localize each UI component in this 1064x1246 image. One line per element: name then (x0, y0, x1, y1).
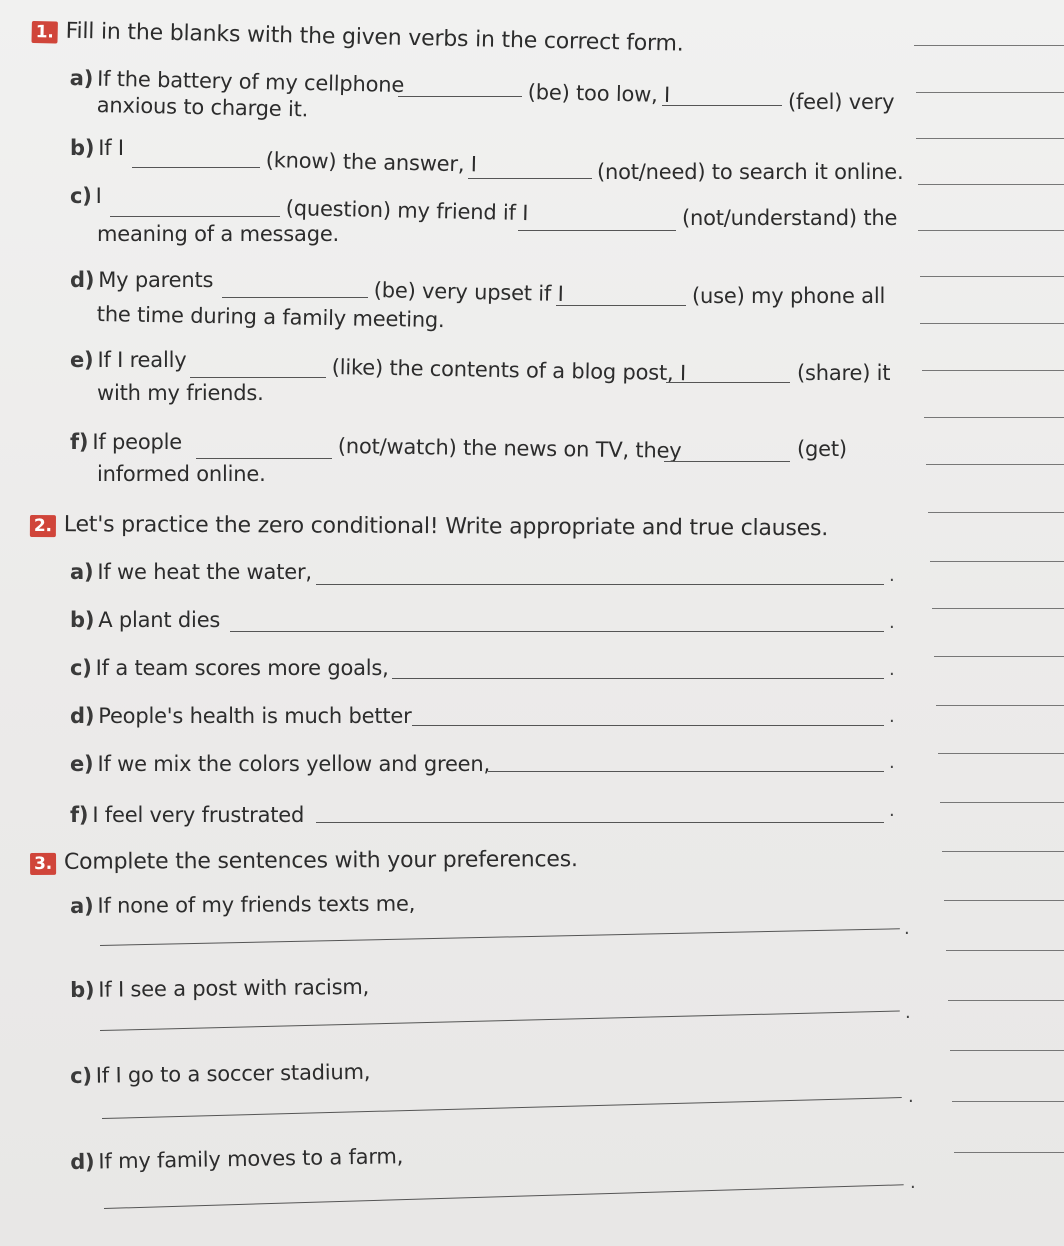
answer-blank-1a-1[interactable] (398, 96, 522, 97)
item-2d (70, 704, 412, 728)
item-text: If I go to a soccer stadium, (95, 1059, 371, 1088)
item-label: c) (70, 1063, 92, 1088)
section-2-number: 2. (30, 515, 56, 537)
margin-line[interactable] (918, 230, 1064, 231)
item-label: a) (69, 66, 94, 91)
answer-blank-1e-1[interactable] (190, 377, 326, 378)
item-text: I feel very frustrated (92, 803, 305, 827)
end-mark: . (889, 752, 895, 773)
item-text: anxious to charge it. (96, 93, 309, 122)
item-text: If the battery of my cellphone (96, 66, 405, 97)
item-2a (70, 560, 312, 584)
item-text: People's health is much better (98, 704, 412, 728)
answer-line-2a[interactable] (316, 584, 884, 585)
end-mark: . (905, 1002, 911, 1023)
end-mark: . (910, 1172, 916, 1193)
item-label: c) (70, 184, 92, 208)
item-3c (70, 1060, 370, 1088)
item-label: d) (70, 268, 95, 292)
item-label: e) (70, 752, 94, 776)
section-1-heading (31, 18, 683, 57)
item-text: If a team scores more goals, (95, 656, 389, 680)
item-label: c) (70, 656, 92, 680)
item-text: If I really (97, 348, 187, 372)
item-text: If we mix the colors yellow and green, (97, 752, 490, 776)
item-1f (70, 430, 182, 454)
answer-line-2b[interactable] (230, 631, 884, 632)
margin-line[interactable] (930, 561, 1064, 562)
item-1d (70, 268, 213, 292)
item-label: d) (70, 1149, 95, 1174)
answer-line-2f[interactable] (316, 822, 884, 823)
margin-line[interactable] (942, 851, 1064, 852)
margin-line[interactable] (918, 184, 1064, 185)
margin-line[interactable] (928, 512, 1064, 513)
end-mark: . (889, 565, 895, 586)
item-1e (70, 348, 186, 372)
item-text: My parents (98, 268, 214, 292)
item-label: f) (70, 430, 89, 454)
answer-line-2e[interactable] (488, 771, 884, 772)
margin-line[interactable] (924, 417, 1064, 418)
item-text: (use) my phone all (692, 284, 886, 308)
margin-line[interactable] (950, 1050, 1064, 1051)
answer-blank-1b-2[interactable] (468, 178, 592, 179)
end-mark: . (908, 1086, 914, 1107)
margin-line[interactable] (952, 1101, 1064, 1102)
item-text: If my family moves to a farm, (98, 1144, 404, 1174)
item-text: (feel) very (788, 90, 895, 114)
item-3d (70, 1144, 403, 1174)
item-label: d) (70, 704, 95, 728)
answer-blank-1b-1[interactable] (132, 167, 260, 168)
margin-line[interactable] (920, 276, 1064, 277)
item-label: a) (70, 893, 94, 918)
item-2e (70, 752, 490, 776)
item-text: the time during a family meeting. (96, 302, 445, 333)
item-1a (69, 66, 404, 97)
margin-line[interactable] (926, 464, 1064, 465)
item-text: (question) my friend if I (285, 196, 529, 226)
item-label: e) (70, 348, 94, 372)
margin-line[interactable] (914, 45, 1064, 46)
item-text: (not/need) to search it online. (597, 160, 904, 184)
answer-blank-1e-2[interactable] (666, 382, 790, 383)
answer-blank-1c-2[interactable] (518, 230, 676, 231)
item-text: If people (92, 430, 182, 454)
margin-line[interactable] (916, 92, 1064, 93)
section-3-title: Complete the sentences with your preferences. (63, 847, 578, 875)
item-label: b) (70, 977, 95, 1002)
margin-line[interactable] (944, 900, 1064, 901)
item-text: meaning of a message. (97, 222, 340, 246)
answer-line-3d[interactable] (104, 1184, 904, 1209)
margin-line[interactable] (932, 608, 1064, 609)
item-text: (not/understand) the (682, 206, 898, 230)
answer-line-3b[interactable] (100, 1010, 900, 1031)
item-text: If I see a post with racism, (98, 974, 370, 1002)
section-3-heading (30, 847, 578, 875)
item-label: f) (70, 803, 89, 827)
answer-blank-1f-2[interactable] (664, 461, 790, 462)
item-3b (70, 975, 369, 1002)
item-text: (be) too low, I (527, 80, 671, 107)
item-2b (70, 608, 220, 632)
item-label: b) (70, 136, 95, 160)
item-text: I (95, 184, 102, 208)
section-1-title: Fill in the blanks with the given verbs in the correct form. (65, 18, 684, 57)
item-text: with my friends. (97, 381, 264, 405)
item-text: (share) it (797, 361, 891, 385)
item-text: If we heat the water, (97, 560, 312, 584)
answer-blank-1a-2[interactable] (662, 105, 782, 106)
item-label: a) (70, 560, 94, 584)
answer-line-2d[interactable] (412, 725, 884, 726)
section-2-title: Let's practice the zero conditional! Write appropriate and true clauses. (63, 512, 829, 542)
end-mark: . (889, 659, 895, 680)
section-1-number: 1. (31, 21, 57, 44)
item-text: (not/watch) the news on TV, they (337, 434, 682, 463)
item-text: (get) (797, 437, 847, 461)
margin-line[interactable] (920, 323, 1064, 324)
end-mark: . (889, 800, 895, 821)
end-mark: . (889, 612, 895, 633)
item-text: (like) the contents of a blog post, I (331, 355, 687, 386)
item-2f (70, 803, 304, 827)
end-mark: . (904, 918, 910, 939)
item-text: If none of my friends texts me, (97, 891, 416, 918)
answer-line-2c[interactable] (392, 678, 884, 679)
margin-line[interactable] (940, 802, 1064, 803)
answer-line-3a[interactable] (100, 928, 900, 946)
margin-line[interactable] (938, 753, 1064, 754)
item-2c (70, 656, 389, 680)
item-text: A plant dies (98, 608, 221, 632)
item-text: (be) very upset if I (373, 278, 564, 306)
answer-blank-1f-1[interactable] (196, 458, 332, 459)
item-1b (70, 136, 124, 160)
margin-line[interactable] (948, 1000, 1064, 1001)
margin-line[interactable] (934, 656, 1064, 657)
item-text: If I (98, 136, 124, 160)
answer-blank-1d-2[interactable] (556, 305, 686, 306)
item-1c (70, 184, 102, 208)
end-mark: . (889, 706, 895, 727)
margin-line[interactable] (946, 950, 1064, 951)
section-3-number: 3. (30, 853, 56, 875)
margin-line[interactable] (936, 705, 1064, 706)
section-2-heading (30, 512, 828, 541)
item-3a (70, 892, 415, 918)
margin-line[interactable] (916, 138, 1064, 139)
item-label: b) (70, 608, 95, 632)
margin-line[interactable] (922, 370, 1064, 371)
item-text: (know) the answer, I (265, 148, 478, 177)
margin-line[interactable] (954, 1152, 1064, 1153)
item-text: informed online. (97, 462, 266, 486)
answer-line-3c[interactable] (102, 1097, 902, 1119)
answer-blank-1c-1[interactable] (110, 216, 280, 217)
answer-blank-1d-1[interactable] (222, 297, 368, 298)
